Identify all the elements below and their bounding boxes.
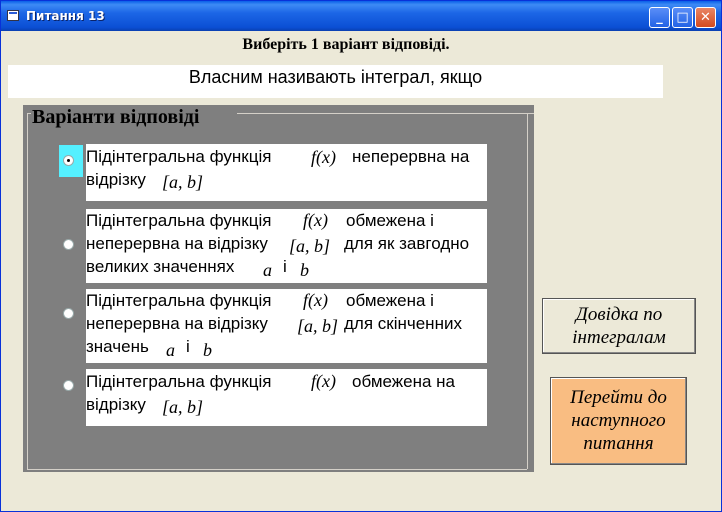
help-button[interactable]	[542, 298, 696, 354]
next-button-label: Перейти до	[570, 387, 667, 408]
frame-border-left	[27, 113, 28, 469]
math-b: b	[203, 340, 212, 360]
math-fx: f(x)	[303, 210, 328, 230]
math-fx: f(x)	[303, 290, 328, 310]
answer-text-3[interactable]	[86, 289, 487, 363]
app-window-icon	[7, 10, 19, 21]
next-button-label: наступного	[571, 410, 666, 431]
option-4-text: Підінтегральна функція	[86, 372, 272, 391]
math-fx: f(x)	[311, 371, 336, 391]
option-2-text: неперервна на відрізку	[86, 234, 268, 253]
option-4-text: обмежена на	[352, 372, 456, 391]
help-button-label: інтегралам	[572, 327, 666, 348]
option-2-text: для як завгодно	[344, 234, 470, 253]
math-a: a	[263, 260, 272, 280]
minimize-button[interactable]: _	[649, 7, 670, 28]
answers-frame	[23, 105, 534, 472]
answer-option-2[interactable]	[61, 209, 491, 283]
math-b: b	[300, 260, 309, 280]
radio-button-option-3[interactable]	[63, 308, 74, 319]
next-question-button[interactable]	[550, 377, 687, 465]
radio-button-option-1[interactable]	[63, 155, 74, 166]
option-1-text: відрізку	[86, 170, 146, 189]
frame-border-right	[527, 113, 528, 469]
option-1-text: Підінтегральна функція	[86, 147, 272, 166]
option-3-text: і	[186, 337, 190, 356]
help-button-label: Довідка по	[575, 304, 663, 325]
option-4-text: відрізку	[86, 395, 146, 414]
instruction-heading: Виберіть 1 варіант відповіді.	[242, 36, 450, 53]
question-text: Власним називають інтеграл, якщо	[8, 65, 663, 98]
radio-button-option-2[interactable]	[63, 239, 74, 250]
answer-option-3[interactable]	[61, 289, 491, 363]
option-3-text: значень	[86, 337, 149, 356]
option-2-text: великих значеннях	[86, 257, 235, 276]
option-1-text: неперервна на	[352, 147, 470, 166]
math-interval: [a, b]	[297, 316, 339, 336]
maximize-button[interactable]: □	[672, 7, 693, 28]
answer-text-1[interactable]	[86, 144, 487, 201]
option-2-text: обмежена і	[346, 211, 434, 230]
option-2-text: і	[283, 257, 287, 276]
math-interval: [a, b]	[289, 236, 331, 256]
math-a: a	[166, 340, 175, 360]
option-3-text: неперервна на відрізку	[86, 314, 268, 333]
option-3-text: обмежена і	[346, 291, 434, 310]
math-fx: f(x)	[311, 147, 336, 167]
math-interval: [a, b]	[162, 397, 204, 417]
window-title: Питання 13	[26, 9, 105, 23]
radio-button-option-4[interactable]	[63, 380, 74, 391]
answer-option-1[interactable]	[61, 144, 491, 202]
title-bar[interactable]	[1, 1, 721, 31]
option-3-text: для скінченних	[344, 314, 462, 333]
answer-text-2[interactable]	[86, 209, 487, 283]
answer-option-4[interactable]	[61, 369, 491, 427]
math-interval: [a, b]	[162, 172, 204, 192]
answer-text-4[interactable]	[86, 369, 487, 426]
answers-group-title: Варіанти відповіді	[32, 106, 200, 128]
frame-border-top	[237, 113, 534, 114]
option-3-text: Підінтегральна функція	[86, 291, 272, 310]
next-button-label: питання	[583, 433, 654, 454]
close-button[interactable]: ✕	[695, 7, 716, 28]
frame-border-bottom	[27, 469, 527, 470]
option-2-text: Підінтегральна функція	[86, 211, 272, 230]
